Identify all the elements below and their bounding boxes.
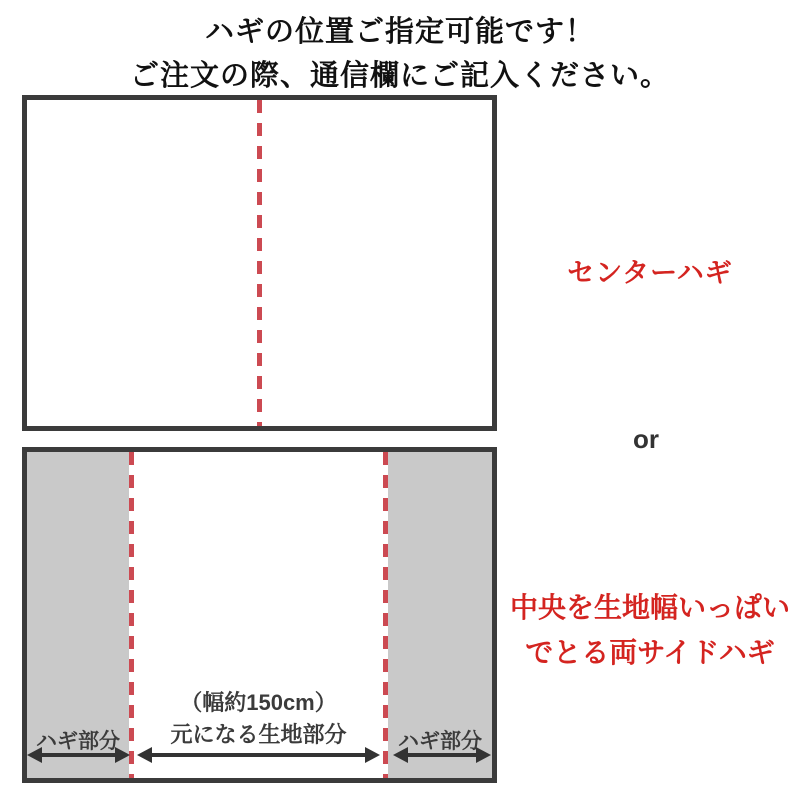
side-hagi-option-label-line1: 中央を生地幅いっぱい	[509, 592, 790, 623]
left-hagi-range-arrow-icon	[27, 747, 130, 763]
left-hagi-label: ハギ部分	[36, 730, 120, 753]
arrow-line	[399, 753, 485, 757]
side-hagi-diagram	[22, 447, 497, 783]
side-hagi-option-label	[500, 585, 800, 675]
right-hagi-range-arrow-icon	[393, 747, 491, 763]
base-fabric-caption	[134, 687, 383, 751]
center-hagi-diagram	[22, 95, 497, 431]
base-fabric-label: 元になる生地部分	[170, 722, 347, 747]
or-separator: or	[633, 424, 659, 454]
arrow-line	[33, 753, 124, 757]
width-note: （幅約150cm）	[180, 690, 337, 715]
side-hagi-option-label-line2: でとる両サイドハギ	[525, 637, 775, 668]
arrow-line	[143, 753, 374, 757]
header-line1: ハギの位置ご指定可能です！	[204, 16, 595, 48]
right-hagi-label: ハギ部分	[398, 730, 482, 753]
center-hagi-option-label: センターハギ	[567, 258, 733, 288]
base-fabric-range-arrow-icon	[137, 747, 380, 763]
center-seam-dashed-line-icon	[257, 100, 262, 426]
header-line2: ご注文の際、通信欄にご記入ください。	[129, 60, 670, 92]
